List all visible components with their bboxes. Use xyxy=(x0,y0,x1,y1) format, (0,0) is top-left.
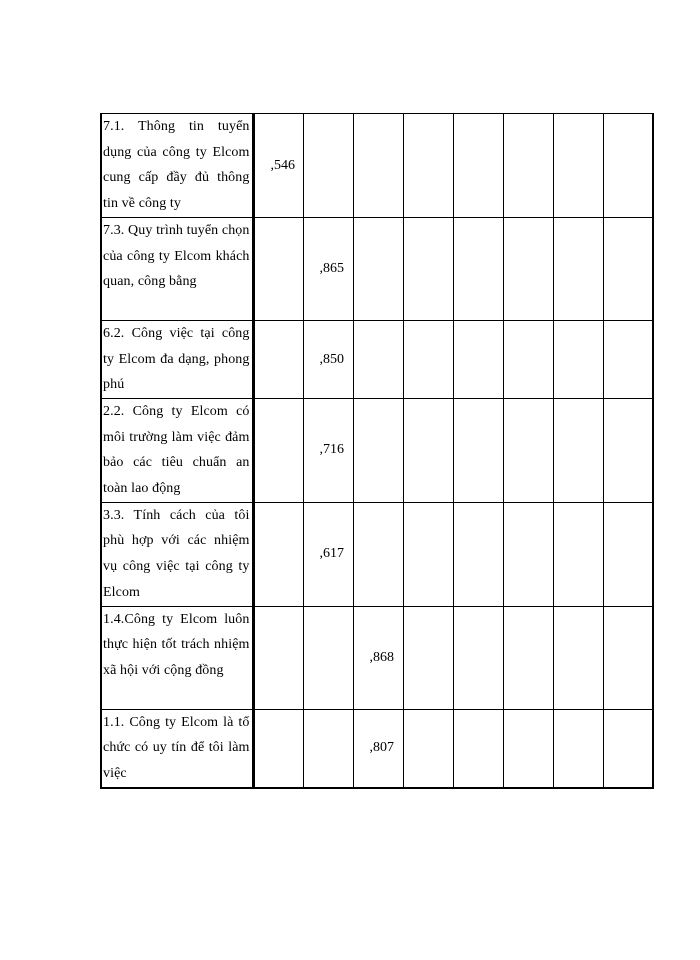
table-row xyxy=(101,320,653,398)
row-label: 3.3. Tính cách của tôi phù hợp với các nhiệm vụ công việc tại công ty Elcom xyxy=(101,502,253,606)
table-row xyxy=(101,606,653,709)
table-row xyxy=(101,217,653,320)
factor-loading-table xyxy=(100,113,654,789)
loading-cell xyxy=(603,114,653,218)
loading-cell xyxy=(453,114,503,218)
row-label: 1.1. Công ty Elcom là tổ chức có uy tín để tôi làm việc xyxy=(101,709,253,788)
table-row xyxy=(101,502,653,606)
loading-cell: ,617 xyxy=(303,502,353,606)
loading-cell xyxy=(603,398,653,502)
loading-cell xyxy=(553,217,603,320)
loading-cell xyxy=(403,606,453,709)
loading-cell: ,868 xyxy=(353,606,403,709)
row-label: 1.4.Công ty Elcom luôn thực hiện tốt trách nhiệm xã hội với cộng đồng xyxy=(101,606,253,709)
row-label: 6.2. Công việc tại công ty Elcom đa dạng, phong phú xyxy=(101,320,253,398)
loading-cell xyxy=(453,606,503,709)
loading-cell xyxy=(303,114,353,218)
loading-cell xyxy=(553,114,603,218)
loading-cell xyxy=(553,502,603,606)
loading-cell xyxy=(353,217,403,320)
loading-cell xyxy=(403,217,453,320)
loading-cell xyxy=(603,709,653,788)
loading-cell xyxy=(253,502,303,606)
loading-cell xyxy=(453,217,503,320)
loading-cell xyxy=(303,709,353,788)
loading-cell xyxy=(353,320,403,398)
loading-cell xyxy=(353,398,403,502)
loading-cell xyxy=(403,709,453,788)
loading-cell xyxy=(453,502,503,606)
loading-cell xyxy=(503,709,553,788)
loading-cell xyxy=(403,114,453,218)
loading-cell xyxy=(253,320,303,398)
table-row xyxy=(101,114,653,218)
loading-cell: ,716 xyxy=(303,398,353,502)
table-row xyxy=(101,398,653,502)
factor-loading-table-container xyxy=(100,113,654,789)
loading-cell xyxy=(553,398,603,502)
loading-cell xyxy=(453,709,503,788)
loading-cell xyxy=(503,114,553,218)
loading-cell: ,546 xyxy=(253,114,303,218)
loading-cell xyxy=(603,606,653,709)
loading-cell xyxy=(553,320,603,398)
loading-cell xyxy=(503,320,553,398)
loading-cell xyxy=(553,606,603,709)
row-label: 7.3. Quy trình tuyển chọn của công ty Elcom khách quan, công bằng xyxy=(101,217,253,320)
loading-cell xyxy=(603,320,653,398)
row-label: 2.2. Công ty Elcom có môi trường làm việc đảm bảo các tiêu chuẩn an toàn lao động xyxy=(101,398,253,502)
loading-cell xyxy=(603,502,653,606)
loading-cell xyxy=(403,320,453,398)
loading-cell xyxy=(553,709,603,788)
loading-cell xyxy=(303,606,353,709)
loading-cell xyxy=(453,398,503,502)
table-row xyxy=(101,709,653,788)
loading-cell xyxy=(253,606,303,709)
loading-cell xyxy=(253,709,303,788)
loading-cell: ,850 xyxy=(303,320,353,398)
loading-cell xyxy=(453,320,503,398)
loading-cell xyxy=(503,606,553,709)
loading-cell xyxy=(503,398,553,502)
loading-cell xyxy=(503,502,553,606)
loading-cell xyxy=(603,217,653,320)
loading-cell xyxy=(353,502,403,606)
loading-cell: ,865 xyxy=(303,217,353,320)
loading-cell: ,807 xyxy=(353,709,403,788)
loading-cell xyxy=(353,114,403,218)
row-label: 7.1. Thông tin tuyển dụng của công ty Elcom cung cấp đầy đủ thông tin về công ty xyxy=(101,114,253,218)
loading-cell xyxy=(403,398,453,502)
loading-cell xyxy=(253,217,303,320)
loading-cell xyxy=(253,398,303,502)
loading-cell xyxy=(403,502,453,606)
loading-cell xyxy=(503,217,553,320)
